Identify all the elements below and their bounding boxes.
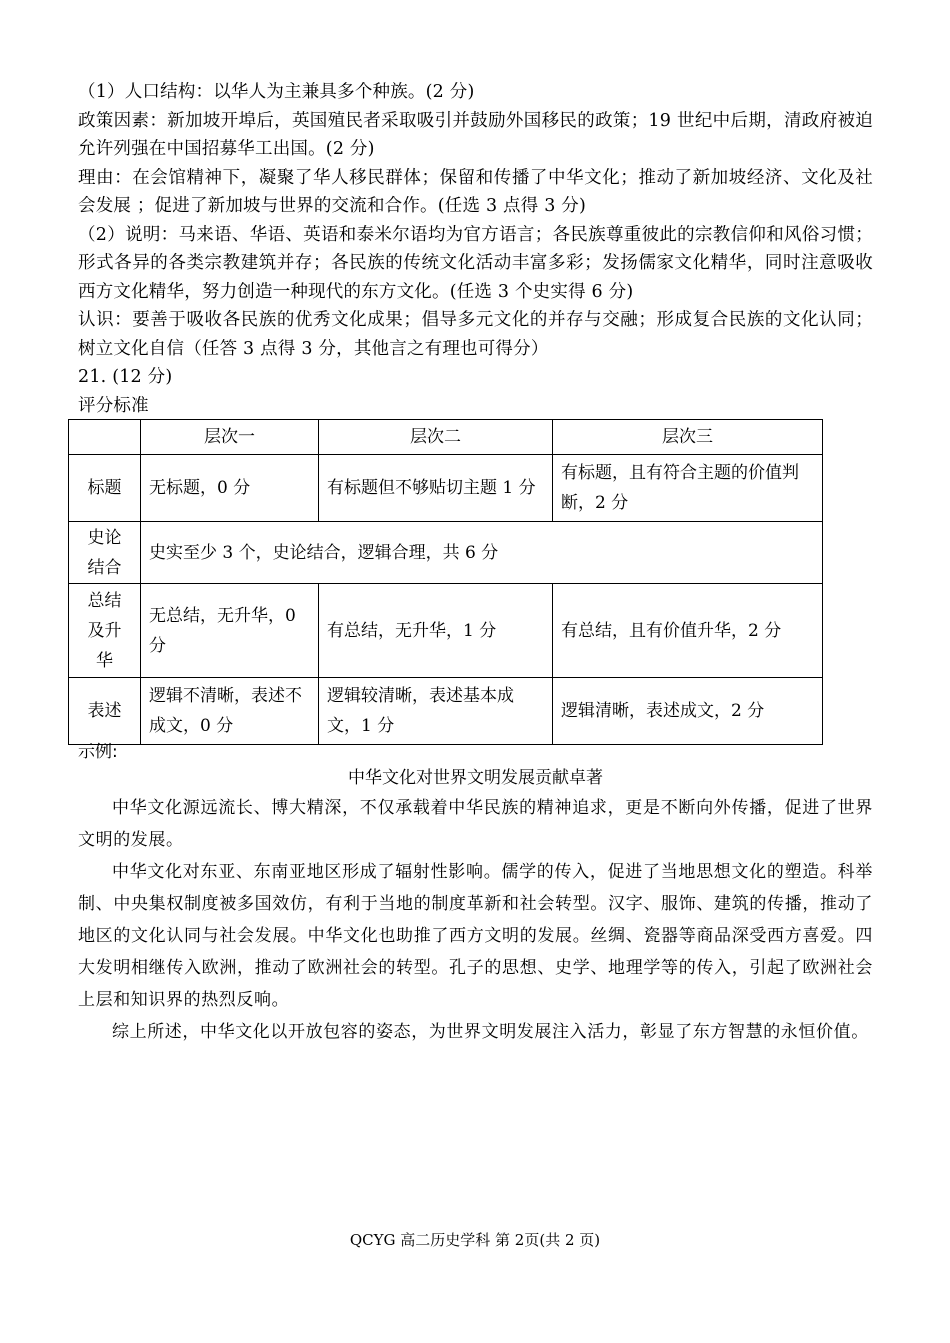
essay-paragraph: 综上所述，中华文化以开放包容的姿态，为世界文明发展注入活力，彰显了东方智慧的永恒价值。 bbox=[112, 1022, 869, 1042]
answer-line: 认识：要善于吸收各民族的优秀文化成果；倡导多元文化的并存与交融；形成复合民族的文化认同；树立文化自信（任答 3 点得 3 分，其他言之有理也可得分） bbox=[78, 310, 873, 359]
rubric-row-label: 史论结合 bbox=[69, 522, 141, 584]
answer-line: 理由：在会馆精神下，凝聚了华人移民群体；保留和传播了中华文化；推动了新加坡经济、文化及社会发展 ；促进了新加坡与世界的交流和合作。(任选 3 点得 3 分) bbox=[78, 167, 873, 216]
rubric-row-label: 表述 bbox=[69, 678, 141, 745]
rubric-cell: 有总结，且有价值升华，2 分 bbox=[553, 584, 823, 678]
rubric-cell: 逻辑清晰，表述成文，2 分 bbox=[553, 678, 823, 745]
rubric-row bbox=[69, 455, 823, 522]
essay-body bbox=[78, 792, 873, 1048]
rubric-header-cell: 层次二 bbox=[319, 420, 553, 455]
rubric-header-cell: 层次三 bbox=[553, 420, 823, 455]
rubric-table bbox=[68, 419, 823, 745]
rubric-cell: 有总结，无升华，1 分 bbox=[319, 584, 553, 678]
rubric-cell: 无标题，0 分 bbox=[141, 455, 319, 522]
answer-line: （2）说明：马来语、华语、英语和泰米尔语均为官方语言；各民族尊重彼此的宗教信仰和风俗习惯；形式各异的各类宗教建筑并存；各民族的传统文化活动丰富多彩；发扬儒家文化精华，同时注意吸收西方文化精华，努力创造一种现代的东方文化。(任选 3 个史实得 6 分) bbox=[78, 224, 873, 302]
rubric-header-cell: 层次一 bbox=[141, 420, 319, 455]
rubric-cell: 史实至少 3 个，史论结合，逻辑合理，共 6 分 bbox=[141, 522, 823, 584]
essay-paragraph: 中华文化对东亚、东南亚地区形成了辐射性影响。儒学的传入，促进了当地思想文化的塑造。科举制、中央集权制度被多国效仿，有利于当地的制度革新和社会转型。汉字、服饰、建筑的传播，推动了地区的文化认同与社会发展。中华文化也助推了西方文明的发展。丝绸、瓷器等商品深受西方喜爱。四大发明相继传入欧洲，推动了欧洲社会的转型。孔子的思想、史学、地理学等的传入，引起了欧洲社会上层和知识界的热烈反响。 bbox=[78, 862, 873, 1010]
answer-line: 政策因素：新加坡开埠后，英国殖民者采取吸引并鼓励外国移民的政策；19 世纪中后期，清政府被迫允许列强在中国招募华工出国。(2 分) bbox=[78, 110, 873, 159]
rubric-row-label: 总结及升华 bbox=[69, 584, 141, 678]
question-number: 21. (12 分) bbox=[78, 367, 173, 387]
rubric-header-cell bbox=[69, 420, 141, 455]
example-label: 示例: bbox=[78, 742, 118, 762]
essay-title: 中华文化对世界文明发展贡献卓著 bbox=[348, 768, 603, 788]
rubric-cell: 逻辑不清晰，表述不成文，0 分 bbox=[141, 678, 319, 745]
rubric-row-label: 标题 bbox=[69, 455, 141, 522]
rubric-header-row bbox=[69, 420, 823, 455]
rubric-cell: 有标题但不够贴切主题 1 分 bbox=[319, 455, 553, 522]
rubric-row bbox=[69, 584, 823, 678]
rubric-cell: 无总结，无升华，0 分 bbox=[141, 584, 319, 678]
rubric-row bbox=[69, 678, 823, 745]
essay-paragraph: 中华文化源远流长、博大精深，不仅承载着中华民族的精神追求，更是不断向外传播，促进了世界文明的发展。 bbox=[78, 798, 873, 850]
answer-block bbox=[78, 78, 873, 420]
answer-line: （1）人口结构：以华人为主兼具多个种族。(2 分) bbox=[78, 82, 475, 102]
rubric-cell: 有标题，且有符合主题的价值判断，2 分 bbox=[553, 455, 823, 522]
rubric-cell: 逻辑较清晰，表述基本成文，1 分 bbox=[319, 678, 553, 745]
rubric-heading: 评分标准 bbox=[78, 395, 149, 416]
page-footer: QCYG 高二历史学科 第 2页(共 2 页) bbox=[349, 1231, 601, 1249]
rubric-row bbox=[69, 522, 823, 584]
